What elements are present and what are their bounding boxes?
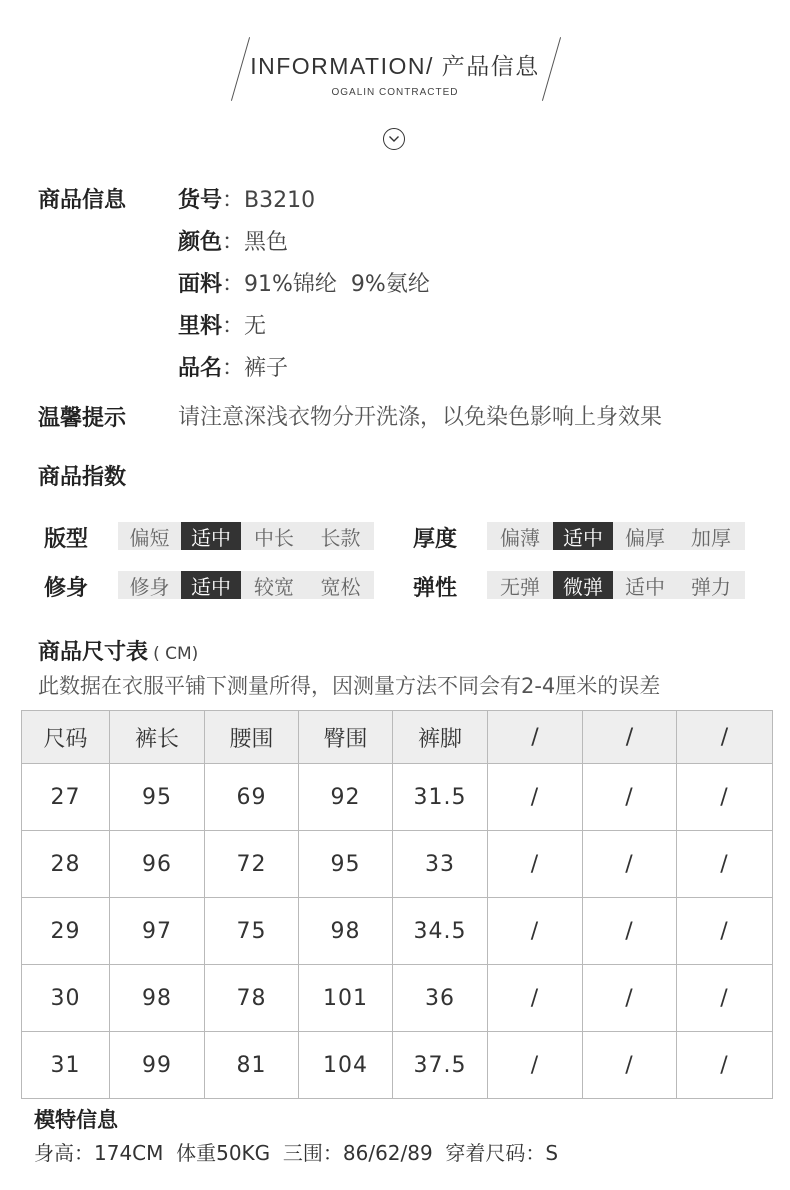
index-option: 偏厚 <box>625 525 665 550</box>
index-option: 偏短 <box>129 525 170 550</box>
info-value: B3210 <box>244 188 316 213</box>
product-info-label: 商品信息 <box>38 188 127 213</box>
index-name-thickness: 厚度 <box>413 527 458 552</box>
index-options-slim <box>118 571 374 599</box>
info-sep: ： <box>222 272 245 297</box>
model-info-title: 模特信息 <box>34 1108 118 1132</box>
table-cell: 95 <box>110 764 205 831</box>
info-sep: ： <box>222 188 245 213</box>
table-header-cell: / <box>488 711 583 764</box>
table-cell: 69 <box>205 764 299 831</box>
table-cell: 37.5 <box>393 1032 488 1099</box>
care-tip-text: 请注意深浅衣物分开洗涤，以免染色影响上身效果 <box>178 405 663 430</box>
table-row <box>22 898 773 965</box>
info-value: 无 <box>244 314 267 339</box>
table-cell: 92 <box>299 764 393 831</box>
table-cell: / <box>677 1032 773 1099</box>
index-option-selected: 适中 <box>553 522 613 550</box>
table-row <box>22 965 773 1032</box>
table-cell: 31.5 <box>393 764 488 831</box>
table-header-cell: 裤脚 <box>393 711 488 764</box>
table-cell: / <box>488 831 583 898</box>
info-key: 货号 <box>178 188 223 213</box>
info-value: 裤子 <box>244 356 289 381</box>
header-subtitle: OGALIN CONTRACTED <box>331 87 459 98</box>
size-table-title: 商品尺寸表 <box>38 640 149 665</box>
table-cell: 99 <box>110 1032 205 1099</box>
info-sep: ： <box>222 230 245 255</box>
size-table <box>21 710 773 1099</box>
table-cell: / <box>488 1032 583 1099</box>
index-option-selected: 微弹 <box>553 571 613 599</box>
size-table-note: 此数据在衣服平铺下测量所得，因测量方法不同会有2-4厘米的误差 <box>38 674 661 698</box>
table-cell: 29 <box>22 898 110 965</box>
index-option: 中长 <box>254 525 294 550</box>
table-header-row <box>22 711 773 764</box>
table-cell: / <box>677 831 773 898</box>
table-cell: 31 <box>22 1032 110 1099</box>
table-cell: / <box>583 965 677 1032</box>
chevron-down-circle-icon[interactable] <box>383 128 405 150</box>
table-cell: 78 <box>205 965 299 1032</box>
table-row <box>22 764 773 831</box>
index-option: 弹力 <box>691 574 731 599</box>
index-option: 适中 <box>625 574 665 599</box>
table-cell: / <box>677 898 773 965</box>
index-option: 无弹 <box>500 574 540 599</box>
index-option-selected: 适中 <box>181 571 241 599</box>
table-cell: 81 <box>205 1032 299 1099</box>
model-info-line: 身高：174CM 体重50KG 三围：86/62/89 穿着尺码：S <box>34 1141 559 1165</box>
table-cell: 95 <box>299 831 393 898</box>
table-cell: 28 <box>22 831 110 898</box>
index-options-elasticity <box>487 571 745 599</box>
index-name-fit: 版型 <box>44 527 89 552</box>
index-option: 偏薄 <box>500 525 540 550</box>
table-cell: 72 <box>205 831 299 898</box>
index-name-slim: 修身 <box>44 576 89 601</box>
table-cell: 33 <box>393 831 488 898</box>
care-tip-label: 温馨提示 <box>38 406 127 431</box>
table-cell: 98 <box>110 965 205 1032</box>
size-table-unit: ( CM) <box>153 644 199 664</box>
table-cell: 101 <box>299 965 393 1032</box>
table-cell: 30 <box>22 965 110 1032</box>
info-value: 黑色 <box>244 230 289 255</box>
index-option-selected: 适中 <box>181 522 241 550</box>
table-cell: 97 <box>110 898 205 965</box>
info-value: 91%锦纶 9%氨纶 <box>244 272 430 297</box>
header-title: INFORMATION/ 产品信息 <box>250 53 540 79</box>
index-name-elasticity: 弹性 <box>413 576 458 601</box>
info-key: 里料 <box>178 314 223 339</box>
table-header-cell: / <box>583 711 677 764</box>
index-options-fit <box>118 522 374 550</box>
index-options-thickness <box>487 522 745 550</box>
index-option: 较宽 <box>254 574 294 599</box>
table-cell: 36 <box>393 965 488 1032</box>
info-sep: ： <box>222 314 245 339</box>
info-row-fabric <box>178 267 430 298</box>
table-cell: 34.5 <box>393 898 488 965</box>
index-option: 加厚 <box>691 525 731 550</box>
table-row <box>22 831 773 898</box>
table-cell: 75 <box>205 898 299 965</box>
index-option: 宽松 <box>320 574 361 599</box>
info-sep: ： <box>222 356 245 381</box>
table-cell: / <box>677 965 773 1032</box>
table-header-cell: 臀围 <box>299 711 393 764</box>
info-key: 颜色 <box>178 230 223 255</box>
table-cell: 98 <box>299 898 393 965</box>
table-row <box>22 1032 773 1099</box>
table-cell: / <box>583 831 677 898</box>
table-header-cell: 裤长 <box>110 711 205 764</box>
product-index-label: 商品指数 <box>38 465 127 490</box>
index-option: 修身 <box>129 574 170 599</box>
info-row-color <box>178 225 288 256</box>
table-cell: / <box>583 764 677 831</box>
table-cell: 27 <box>22 764 110 831</box>
table-cell: 96 <box>110 831 205 898</box>
table-header-cell: / <box>677 711 773 764</box>
table-cell: / <box>583 898 677 965</box>
table-header-cell: 腰围 <box>205 711 299 764</box>
info-row-lining <box>178 309 266 340</box>
info-row-product-name <box>178 351 288 382</box>
table-cell: / <box>488 898 583 965</box>
table-cell: / <box>677 764 773 831</box>
table-cell: / <box>488 965 583 1032</box>
info-key: 品名 <box>178 356 223 381</box>
index-option: 长款 <box>320 525 361 550</box>
table-cell: 104 <box>299 1032 393 1099</box>
size-table-heading <box>38 635 198 666</box>
info-key: 面料 <box>178 272 223 297</box>
table-cell: / <box>583 1032 677 1099</box>
table-header-cell: 尺码 <box>22 711 110 764</box>
table-cell: / <box>488 764 583 831</box>
info-row-sku <box>178 183 315 214</box>
